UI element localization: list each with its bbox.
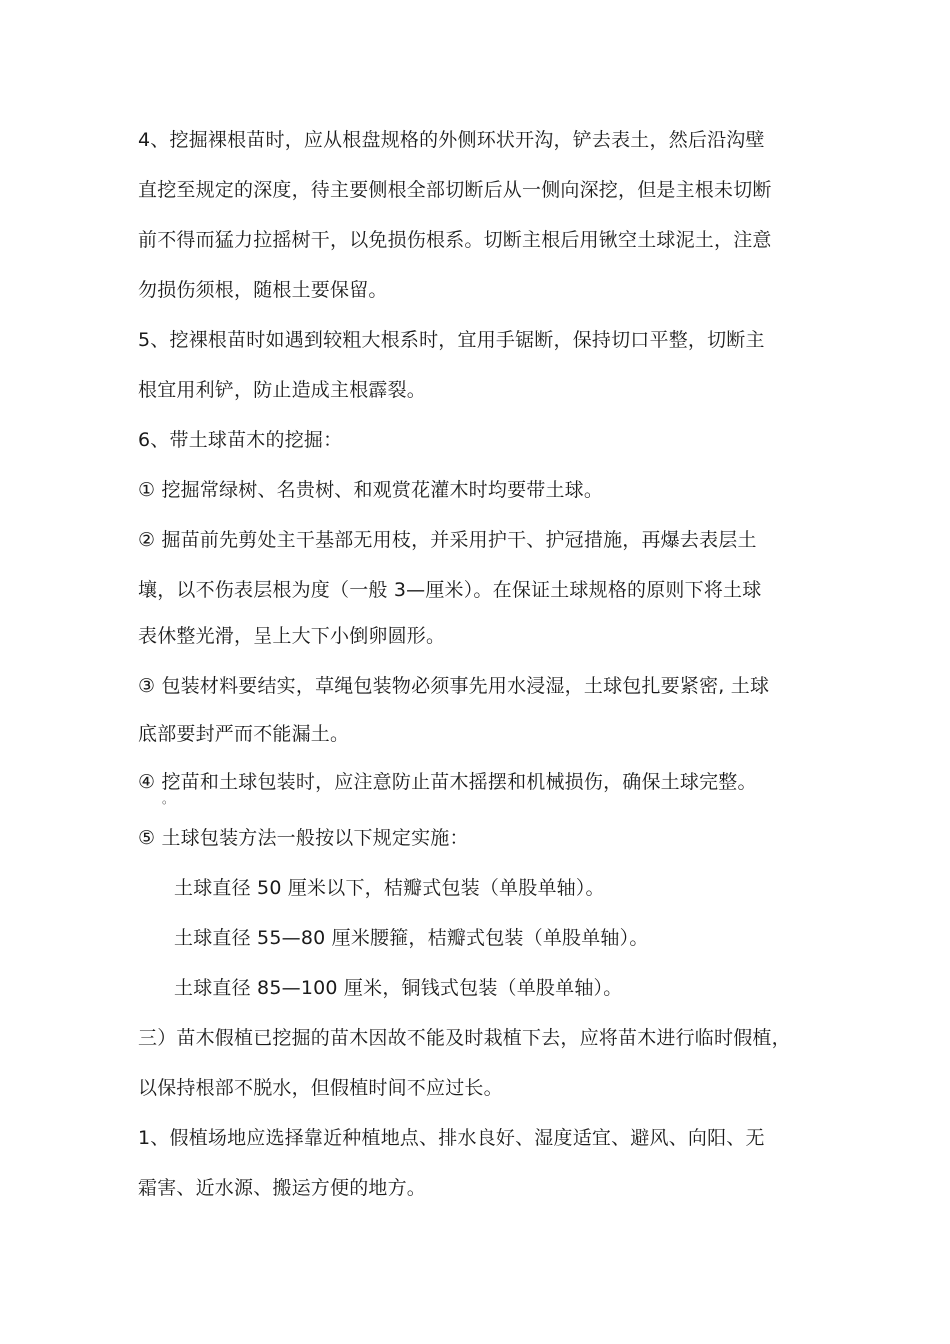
text-line-2: 直挖至规定的深度，待主要侧根全部切断后从一侧向深挖，但是主根未切断 — [138, 179, 772, 201]
text-line-6: 根宜用利铲，防止造成主根霹裂。 — [138, 379, 427, 401]
stray-mark: 。 — [162, 792, 175, 806]
text-line-4: 勿损伤须根，随根土要保留。 — [138, 279, 388, 301]
text-line-1: 4、挖掘裸根苗时，应从根盘规格的外侧环状开沟，铲去表土，然后沿沟壁 — [138, 129, 765, 151]
text-line-14: ④ 挖苗和土球包装时，应注意防止苗木摇摆和机械损伤，确保土球完整。 — [138, 771, 757, 793]
text-line-19: 三）苗木假植已挖掘的苗木因故不能及时栽植下去，应将苗木进行临时假植， — [138, 1027, 791, 1049]
text-line-12: ③ 包装材料要结实，草绳包装物必须事先用水浸湿，土球包扎要紧密, 土球 — [138, 675, 770, 697]
text-line-3: 前不得而猛力拉摇树干，以免损伤根系。切断主根后用锹空土球泥土，注意 — [138, 229, 772, 251]
text-line-13: 底部要封严而不能漏土。 — [138, 723, 350, 745]
text-line-7: 6、带土球苗木的挖掘： — [138, 429, 343, 451]
text-line-16: 土球直径 50 厘米以下，桔瓣式包装（单股单轴）。 — [174, 877, 605, 899]
text-line-17: 土球直径 55—80 厘米腰箍，桔瓣式包装（单股单轴）。 — [174, 927, 649, 949]
text-line-20: 以保持根部不脱水，但假植时间不应过长。 — [138, 1077, 503, 1099]
text-line-5: 5、挖裸根苗时如遇到较粗大根系时，宜用手锯断，保持切口平整，切断主 — [138, 329, 765, 351]
text-line-15: ⑤ 土球包装方法一般按以下规定实施： — [138, 827, 469, 849]
text-line-11: 表休整光滑，呈上大下小倒卵圆形。 — [138, 625, 446, 647]
text-line-18: 土球直径 85—100 厘米，铜钱式包装（单股单轴）。 — [174, 977, 623, 999]
text-line-9: ② 掘苗前先剪处主干基部无用枝，并采用护干、护冠措施，再爆去表层土 — [138, 529, 757, 551]
text-line-22: 霜害、近水源、搬运方便的地方。 — [138, 1177, 427, 1199]
text-line-8: ① 挖掘常绿树、名贵树、和观赏花灌木时均要带土球。 — [138, 479, 604, 501]
text-line-10: 壤，以不伤表层根为度（一般 3—厘米）。在保证土球规格的原则下将土球 — [138, 579, 762, 601]
text-line-21: 1、假植场地应选择靠近种植地点、排水良好、湿度适宜、避风、向阳、无 — [138, 1127, 765, 1149]
